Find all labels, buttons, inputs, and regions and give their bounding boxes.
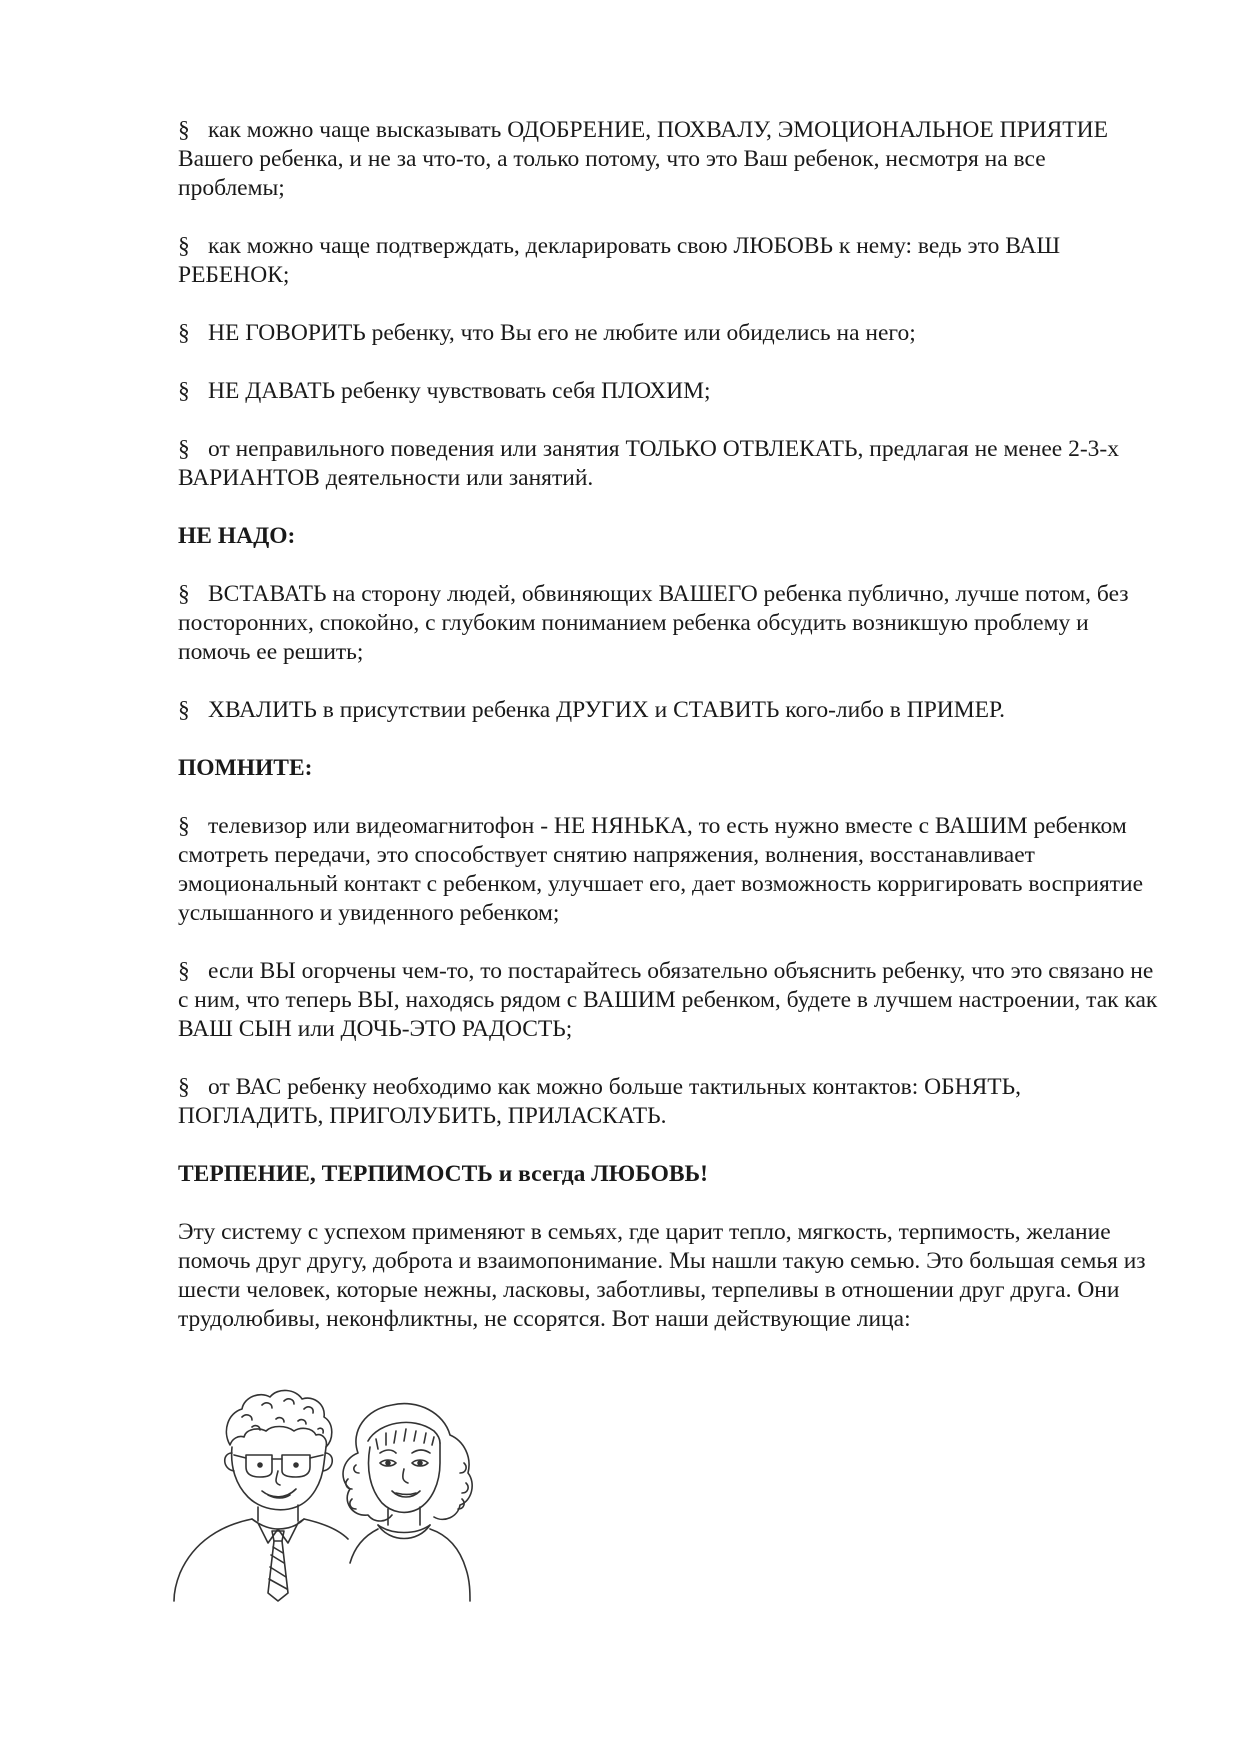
section-sign: §	[178, 1074, 190, 1100]
list-item-text: ХВАЛИТЬ в присутствии ребенка ДРУГИХ и СТАВИТЬ кого-либо в ПРИМЕР.	[208, 697, 1006, 723]
section-sign: §	[178, 958, 190, 984]
list-item-text: телевизор или видеомагнитофон - НЕ НЯНЬКА, то есть нужно вместе с ВАШИМ ребенком смотреть передачи, это способствует снятию напряжения, волнения, восстанавливает эмоциональный контакт с ребенком, улучшает его, дает возможность корригировать восприятие услышанного и увиденного ребенком;	[178, 813, 1144, 926]
list-item-text: НЕ ГОВОРИТЬ ребенку, что Вы его не любите или обиделись на него;	[208, 320, 916, 346]
list-item	[178, 1073, 1158, 1131]
list-item	[178, 696, 1158, 725]
section-sign: §	[178, 117, 190, 143]
document-page	[178, 116, 1158, 1363]
list-item	[178, 232, 1158, 290]
section-sign: §	[178, 320, 190, 346]
list-item-text: как можно чаще высказывать ОДОБРЕНИЕ, ПОХВАЛУ, ЭМОЦИОНАЛЬНОЕ ПРИЯТИЕ Вашего ребенка, и не за что-то, а только потому, что это Ваш ребенок, несмотря на все проблемы;	[178, 117, 1108, 201]
list-item-text: ВСТАВАТЬ на сторону людей, обвиняющих ВАШЕГО ребенка публично, лучше потом, без посторонних, спокойно, с глубоким пониманием ребенка обсудить возникшую проблему и помочь ее решить;	[178, 581, 1129, 665]
list-item-text: как можно чаще подтверждать, декларировать свою ЛЮБОВЬ к нему: ведь это ВАШ РЕБЕНОК;	[178, 233, 1061, 288]
section-sign: §	[178, 581, 190, 607]
closing-paragraph: Эту систему с успехом применяют в семьях, где царит тепло, мягкость, терпимость, желание помочь друг другу, доброта и взаимопонимание. Мы нашли такую семью. Это большая семья из шести человек, которые нежны, ласковы, заботливы, терпеливы в отношении друг друга. Они трудолюбивы, неконфликтны, не ссорятся. Вот наши действующие лица:	[178, 1219, 1146, 1332]
section-sign: §	[178, 233, 190, 259]
woman-figure	[343, 1404, 472, 1601]
list-item	[178, 435, 1158, 493]
section-sign: §	[178, 378, 190, 404]
list-item	[178, 377, 1158, 406]
list-item-text: НЕ ДАВАТЬ ребенку чувствовать себя ПЛОХИМ;	[208, 378, 711, 404]
list-item-text: если ВЫ огорчены чем-то, то постарайтесь обязательно объяснить ребенку, что это связано не с ним, что теперь ВЫ, находясь рядом с ВАШИМ ребенком, будете в лучшем настроении, так как ВАШ СЫН или ДОЧЬ-ЭТО РАДОСТЬ;	[178, 958, 1158, 1042]
list-item	[178, 580, 1158, 667]
section-heading-terpenie: ТЕРПЕНИЕ, ТЕРПИМОСТЬ и всегда ЛЮБОВЬ!	[178, 1161, 708, 1187]
section-heading-pomnite: ПОМНИТЕ:	[178, 755, 313, 781]
section-sign: §	[178, 813, 190, 839]
list-item	[178, 319, 1158, 348]
list-item	[178, 812, 1158, 928]
section-heading-ne-nado: НЕ НАДО:	[178, 523, 296, 549]
man-figure	[174, 1390, 348, 1601]
section-sign: §	[178, 436, 190, 462]
list-item	[178, 116, 1158, 203]
family-illustration	[172, 1383, 512, 1603]
section-sign: §	[178, 697, 190, 723]
list-item	[178, 957, 1158, 1044]
list-item-text: от неправильного поведения или занятия ТОЛЬКО ОТВЛЕКАТЬ, предлагая не менее 2-3-х ВАРИАНТОВ деятельности или занятий.	[178, 436, 1119, 491]
list-item-text: от ВАС ребенку необходимо как можно больше тактильных контактов: ОБНЯТЬ, ПОГЛАДИТЬ, ПРИГОЛУБИТЬ, ПРИЛАСКАТЬ.	[178, 1074, 1022, 1129]
